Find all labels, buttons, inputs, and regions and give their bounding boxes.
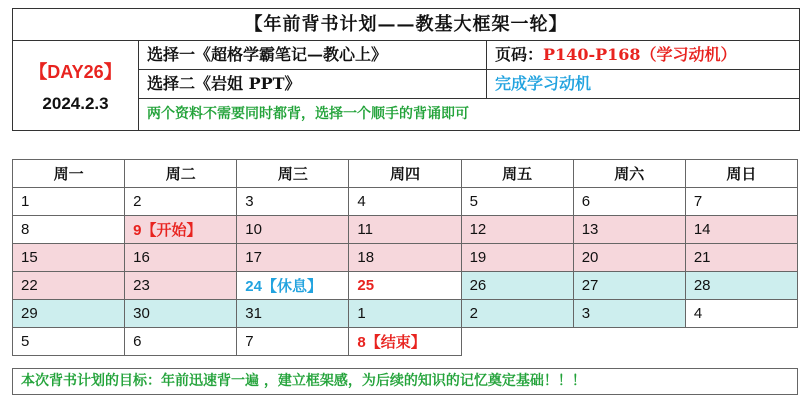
calendar-day: 28 [685,272,797,300]
pages-label: 页码： [495,45,544,64]
calendar-day: 5 [13,328,125,356]
calendar-day: 30 [125,300,237,328]
calendar-day: 13 [573,216,685,244]
calendar-day-start: 9【开始】 [125,216,237,244]
option1-row [139,41,799,70]
calendar-day: 15 [13,244,125,272]
calendar-empty [461,328,797,356]
weekday-header: 周五 [461,160,573,188]
weekday-header: 周日 [685,160,797,188]
calendar-day: 18 [349,244,461,272]
calendar-row [13,244,798,272]
calendar-day: 10 [237,216,349,244]
calendar-day: 1 [349,300,461,328]
weekday-header-row [13,160,798,188]
plan-header [12,8,800,131]
calendar-day: 12 [461,216,573,244]
plan-note: 两个资料不需要同时都背，选择一个顺手的背诵即可 [147,106,469,122]
weekday-header: 周六 [573,160,685,188]
option2-task: 完成学习动机 [495,74,592,93]
option1-text: 选择一《超格学霸笔记—教心上》 [139,41,487,69]
calendar-day: 23 [125,272,237,300]
day-cell [13,41,139,130]
plan-details [139,41,799,130]
calendar-day: 4 [349,188,461,216]
calendar-table [12,159,798,356]
calendar-day: 1 [13,188,125,216]
calendar-row [13,300,798,328]
weekday-header: 周二 [125,160,237,188]
calendar-day: 27 [573,272,685,300]
calendar-row [13,328,798,356]
calendar-day: 14 [685,216,797,244]
calendar-day: 26 [461,272,573,300]
calendar-day: 6 [573,188,685,216]
calendar-day: 25 [349,272,461,300]
calendar-row [13,216,798,244]
calendar-day: 20 [573,244,685,272]
calendar-day: 6 [125,328,237,356]
calendar-day: 19 [461,244,573,272]
calendar-day: 22 [13,272,125,300]
calendar-row [13,272,798,300]
calendar-day: 8 [13,216,125,244]
pages-cell [487,41,799,69]
calendar-day: 21 [685,244,797,272]
calendar-day: 16 [125,244,237,272]
option2-row [139,70,799,99]
calendar-row [13,188,798,216]
plan-goal: 本次背书计划的目标：年前迅速背一遍 ，建立框架感，为后续的知识的记忆奠定基础！！！ [12,368,798,395]
calendar-day-end: 8【结束】 [349,328,461,356]
day-label: 【DAY26】 [29,61,122,82]
calendar-day: 3 [237,188,349,216]
calendar-day-rest: 24【休息】 [237,272,349,300]
calendar-day: 7 [237,328,349,356]
calendar-day: 17 [237,244,349,272]
calendar-day: 5 [461,188,573,216]
calendar-day: 2 [125,188,237,216]
calendar-day: 11 [349,216,461,244]
calendar-day: 7 [685,188,797,216]
weekday-header: 周四 [349,160,461,188]
calendar-day: 31 [237,300,349,328]
plan-body [13,41,799,130]
calendar-day: 4 [685,300,797,328]
calendar-day: 3 [573,300,685,328]
option2-text: 选择二《岩姐 PPT》 [139,70,487,98]
weekday-header: 周一 [13,160,125,188]
plan-title: 【年前背书计划——教基大框架一轮】 [13,9,799,41]
day-date: 2024.2.3 [42,93,109,113]
pages-value: P140-P168（学习动机） [543,45,737,64]
calendar-day: 29 [13,300,125,328]
calendar-day: 2 [461,300,573,328]
weekday-header: 周三 [237,160,349,188]
